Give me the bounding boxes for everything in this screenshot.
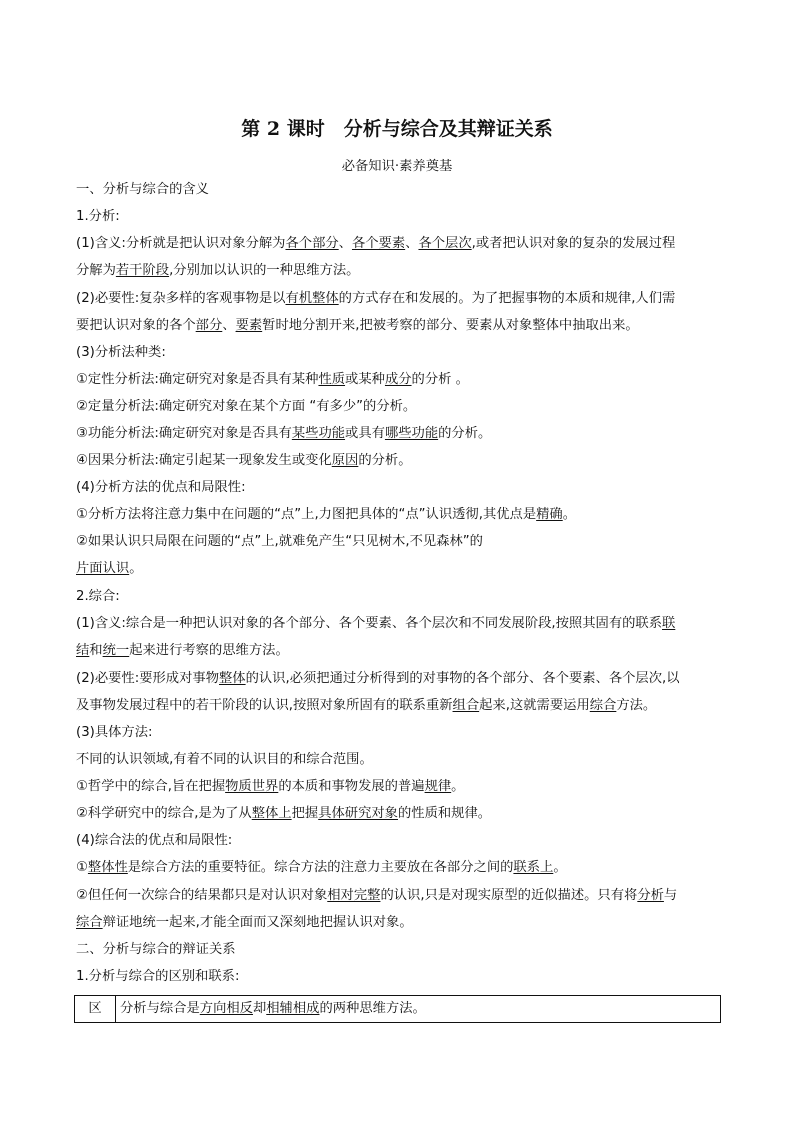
table-cell-value: 分析与综合是方向相反却相辅相成的两种思维方法。 bbox=[116, 996, 721, 1023]
paragraph-line: (1)含义:综合是一种把认识对象的各个部分、各个要素、各个层次和不同发展阶段,按照其固有的联系联 bbox=[76, 616, 676, 631]
paragraph-line: (1)含义:分析就是把认识对象分解为各个部分、各个要素、各个层次,或者把认识对象的复杂的发展过程 bbox=[76, 236, 676, 251]
paragraph-line: (2)必要性:复杂多样的客观事物是以有机整体的方式存在和发展的。为了把握事物的本质和规律,人们需 bbox=[76, 291, 676, 306]
page-title: 第 2 课时 分析与综合及其辩证关系 bbox=[241, 118, 553, 140]
list-item: ②但任何一次综合的结果都只是对认识对象相对完整的认识,只是对现实原型的近似描述。只有将分析与 bbox=[76, 888, 678, 903]
subsection-heading: 1.分析: bbox=[76, 209, 120, 224]
page-subtitle: 必备知识·素养奠基 bbox=[341, 159, 453, 174]
subsection-heading: 2.综合: bbox=[76, 589, 120, 604]
paragraph-line: 分解为若干阶段,分别加以认识的一种思维方法。 bbox=[76, 263, 360, 278]
list-item: ④因果分析法:确定引起某一现象发生或变化原因的分析。 bbox=[76, 453, 412, 468]
list-item: ①分析方法将注意力集中在问题的“点”上,力图把具体的“点”认识透彻,其优点是精确。 bbox=[76, 507, 577, 522]
subsection-heading: (4)分析方法的优点和局限性: bbox=[76, 480, 246, 495]
paragraph-line: 不同的认识领域,有着不同的认识目的和综合范围。 bbox=[76, 752, 373, 767]
list-item: ②定量分析法:确定研究对象在某个方面 “有多少”的分析。 bbox=[76, 399, 417, 414]
subsection-heading: (3)具体方法: bbox=[76, 725, 153, 740]
list-item: ②科学研究中的综合,是为了从整体上把握具体研究对象的性质和规律。 bbox=[76, 806, 492, 821]
list-item: ①哲学中的综合,旨在把握物质世界的本质和事物发展的普遍规律。 bbox=[76, 779, 465, 794]
table-row bbox=[75, 996, 721, 1023]
subsection-heading: 1.分析与综合的区别和联系: bbox=[76, 969, 240, 984]
list-item-continuation: 综合辩证地统一起来,才能全面而又深刻地把握认识对象。 bbox=[76, 915, 413, 930]
list-item: ①整体性是综合方法的重要特征。综合方法的注意力主要放在各部分之间的联系上。 bbox=[76, 860, 567, 875]
section-heading: 二、分析与综合的辩证关系 bbox=[76, 942, 236, 957]
paragraph-line: 要把认识对象的各个部分、要素暂时地分割开来,把被考察的部分、要素从对象整体中抽取出来。 bbox=[76, 318, 639, 333]
list-item: ①定性分析法:确定研究对象是否具有某种性质或某种成分的分析 。 bbox=[76, 372, 469, 387]
paragraph-line: 结和统一起来进行考察的思维方法。 bbox=[76, 643, 289, 658]
paragraph-line: (2)必要性:要形成对事物整体的认识,必须把通过分析得到的对事物的各个部分、各个要素、各个层次,以 bbox=[76, 671, 680, 686]
subsection-heading: (4)综合法的优点和局限性: bbox=[76, 833, 233, 848]
subsection-heading: (3)分析法种类: bbox=[76, 345, 166, 360]
section-heading: 一、分析与综合的含义 bbox=[76, 182, 209, 197]
paragraph-line: 及事物发展过程中的若干阶段的认识,按照对象所固有的联系重新组合起来,这就需要运用综合方法。 bbox=[76, 698, 657, 713]
list-item: ②如果认识只局限在问题的“点”上,就难免产生“只见树木,不见森林”的 bbox=[76, 534, 483, 549]
list-item-continuation: 片面认识。 bbox=[76, 561, 143, 576]
comparison-table bbox=[74, 995, 721, 1023]
list-item: ③功能分析法:确定研究对象是否具有某些功能或具有哪些功能的分析。 bbox=[76, 426, 492, 441]
table-cell-key: 区 bbox=[75, 996, 116, 1023]
